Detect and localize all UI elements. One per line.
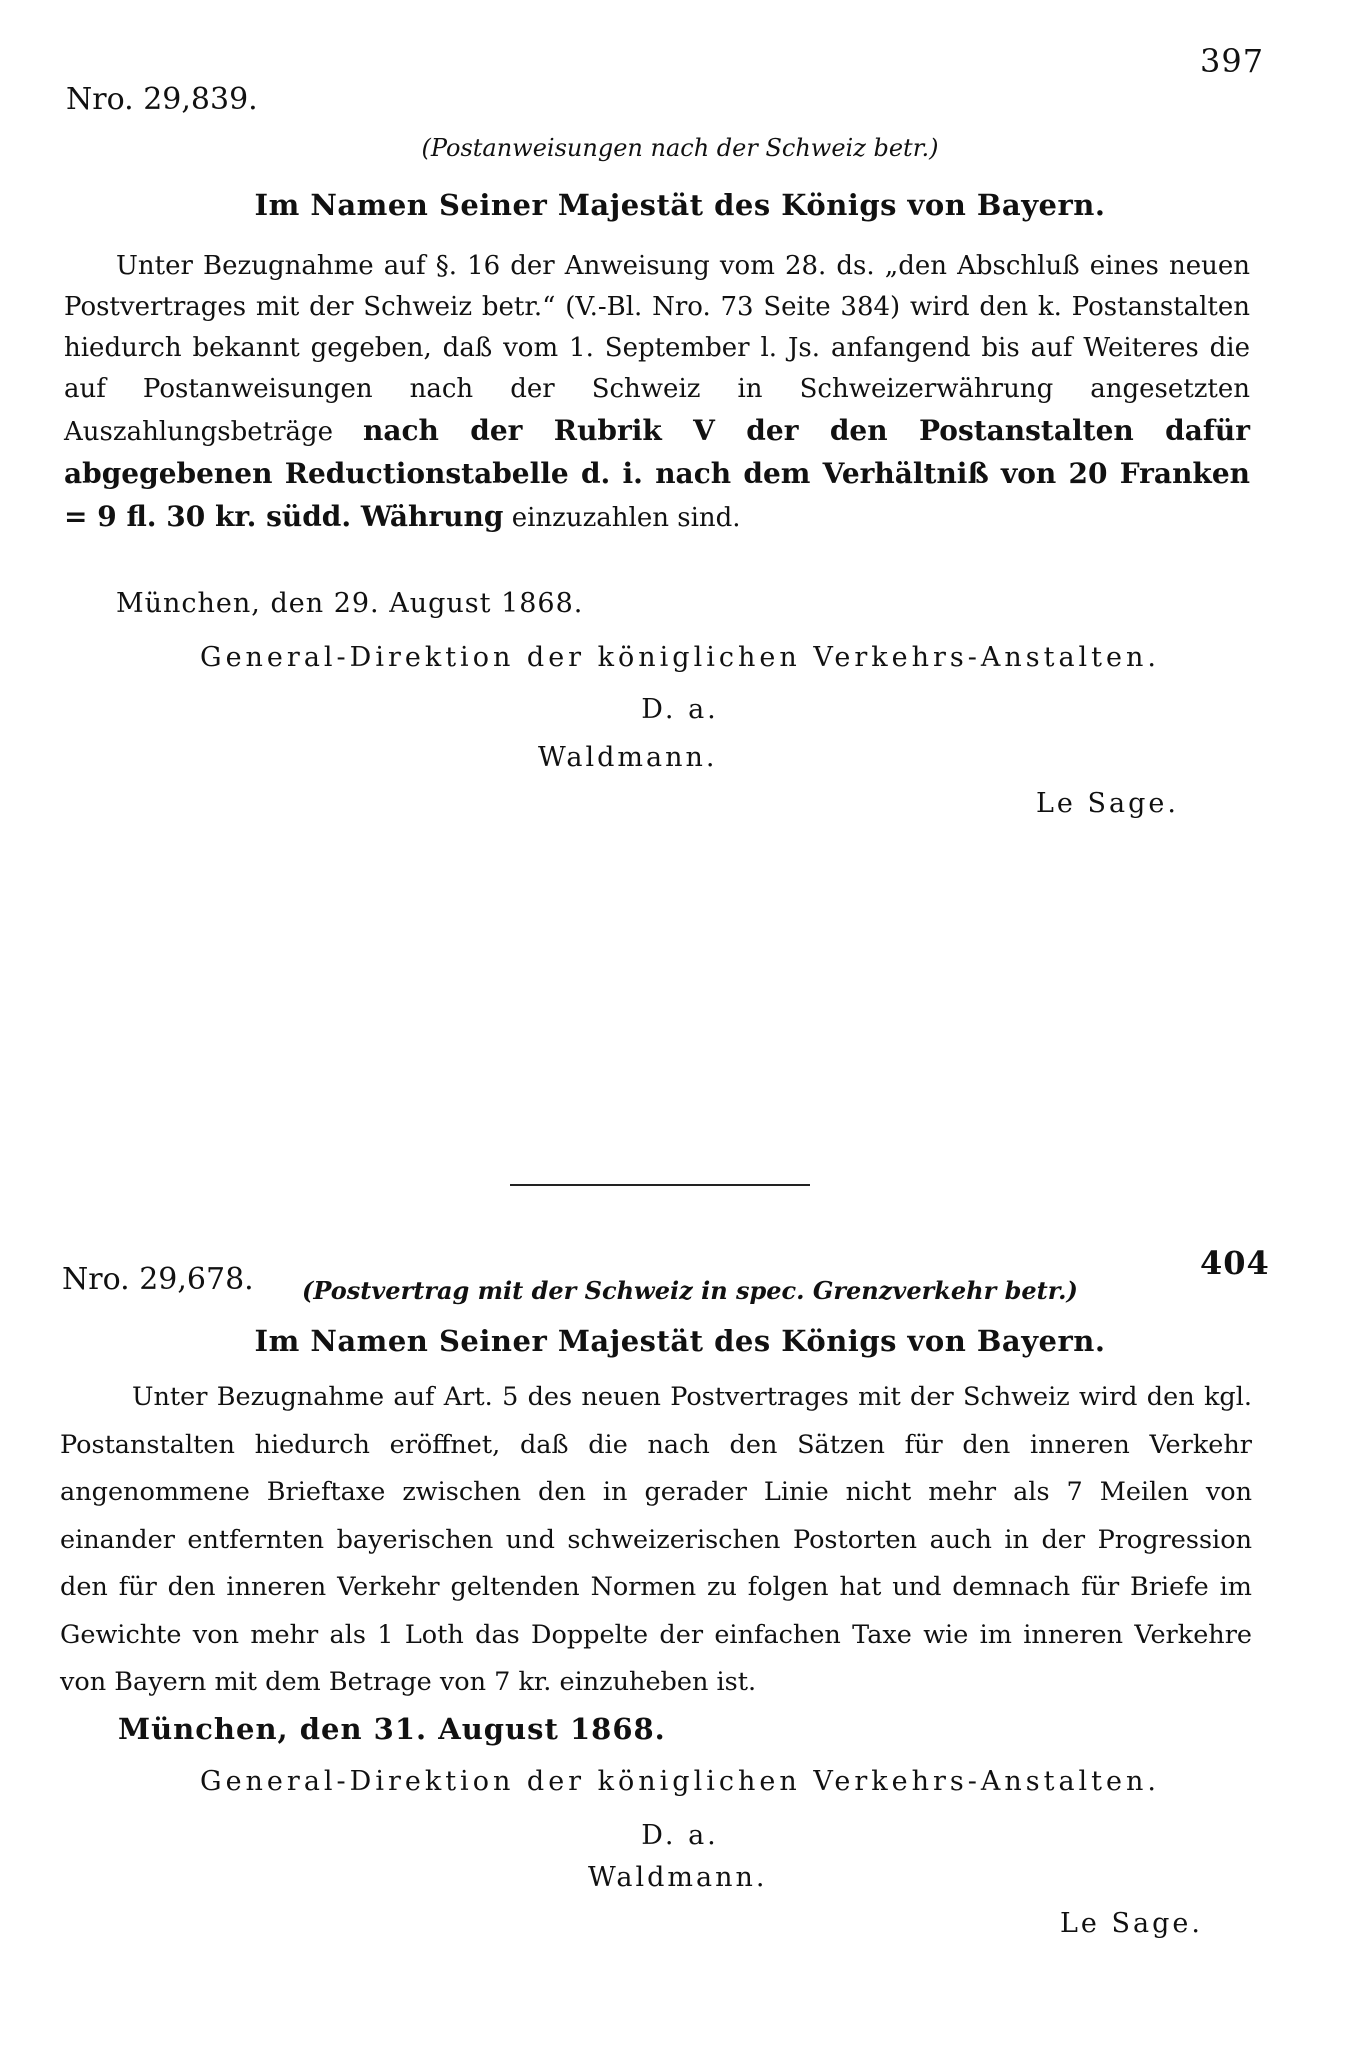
da-mark: D. a. — [641, 694, 719, 725]
decree-number: Nro. 29,678. — [62, 1262, 254, 1297]
decree-subject: (Postanweisungen nach der Schweiz betr.) — [421, 134, 939, 162]
decree-body-text: Unter Bezugnahme auf §. 16 der Anweisung vom 28. ds. „den Abschluß eines neuen Postvertrages mit der Schweiz betr.“ (V.-Bl. Nro. 73 Seite 384) wird den k. Postanstalten hiedurch bekannt gegeben, daß vom 1. September l. Js. anfangend bis auf Weiteres die auf Postanweisungen nach der Schweiz in Schweizerwährung angesetzten Auszahlungsbeträge — [64, 251, 1250, 447]
decree-number: Nro. 29,839. — [66, 82, 258, 117]
section-divider — [510, 1184, 810, 1186]
da-mark: D. a. — [641, 1820, 719, 1851]
decree-heading: Im Namen Seiner Majestät des Königs von Bayern. — [254, 1324, 1106, 1358]
decree-body-closing: einzuzahlen sind. — [511, 503, 741, 533]
dateline: München, den 29. August 1868. — [116, 588, 584, 619]
decree-body: Unter Bezugnahme auf Art. 5 des neuen Postvertrages mit der Schweiz wird den kgl. Postanstalten hiedurch eröffnet, daß die nach den Sätzen für den inneren Verkehr angenommene Brieftaxe zwischen den in gerader Linie nicht mehr als 7 Meilen von einander entfernten bayerischen und schweizerischen Postorten auch in der Progression den für den inneren Verkehr geltenden Normen zu folgen hat und demnach für Briefe im Gewichte von mehr als 1 Loth das Doppelte der einfachen Taxe wie im inneren Verkehre von Bayern mit dem Betrage von 7 kr. einzuheben ist. — [60, 1382, 1252, 1697]
decree-subject: (Postvertrag mit der Schweiz in spec. Grenzverkehr betr.) — [302, 1276, 1078, 1305]
page-number: 397 — [1200, 42, 1265, 80]
decree-body-emphasis: nach der Rubrik V der den Postanstalten dafür abgegebenen Reductionstabelle d. i. nach dem Verhältniß von 20 Franken = 9 fl. 30 kr. südd. Währung — [64, 414, 1250, 533]
signature-le-sage: Le Sage. — [1060, 1908, 1203, 1939]
signature-waldmann: Waldmann. — [588, 1862, 768, 1893]
issuing-authority: General-Direktion der königlichen Verkehrs-Anstalten. — [200, 642, 1160, 673]
page-number: 404 — [1200, 1244, 1270, 1282]
signature-waldmann: Waldmann. — [538, 742, 718, 773]
issuing-authority: General-Direktion der königlichen Verkehrs-Anstalten. — [200, 1766, 1160, 1797]
signature-le-sage: Le Sage. — [1036, 788, 1179, 819]
decree-body — [64, 246, 1250, 539]
decree-heading: Im Namen Seiner Majestät des Königs von Bayern. — [254, 188, 1106, 222]
dateline: München, den 31. August 1868. — [118, 1712, 666, 1746]
